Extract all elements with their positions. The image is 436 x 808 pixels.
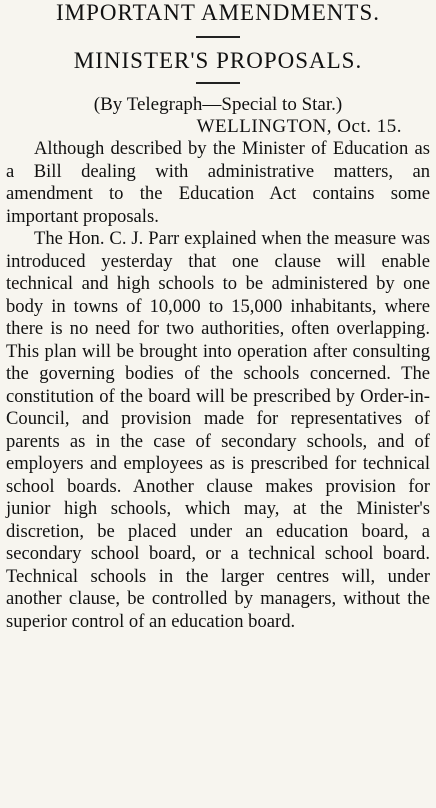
body-paragraph: Although described by the Minister of Education as a Bill dealing with administrative matters, an amendment to the Education Act contains some important proposals. — [6, 138, 430, 227]
body-paragraph: The Hon. C. J. Parr explained when the measure was introduced yesterday that one clause will enable technical and high schools to be administered by one body in towns of 10,000 to 15,000 inhabitants, where there is no need for two authorities, often overlapping. This plan will be brought into operation after consulting the governing bodies of the schools concerned. The constitution of the board will be prescribed by Order-in-Council, and provision made for representatives of parents as in the case of secondary schools, and of employers and employees as is prescribed for technical school boards. Another clause makes provision for junior high schools, which may, at the Minister's discretion, be placed under an education board, a secondary school board, or a technical school board. Technical schools in the larger centres will, under another clause, be controlled by managers, without the superior control of an education board. — [6, 228, 430, 632]
headline: IMPORTANT AMENDMENTS. — [55, 0, 381, 25]
byline: (By Telegraph—Special to Star.) — [93, 94, 343, 115]
divider-rule — [196, 82, 240, 84]
dateline: WELLINGTON, Oct. 15. — [196, 116, 402, 137]
divider-rule — [196, 36, 240, 38]
subheadline: MINISTER'S PROPOSALS. — [73, 48, 363, 73]
